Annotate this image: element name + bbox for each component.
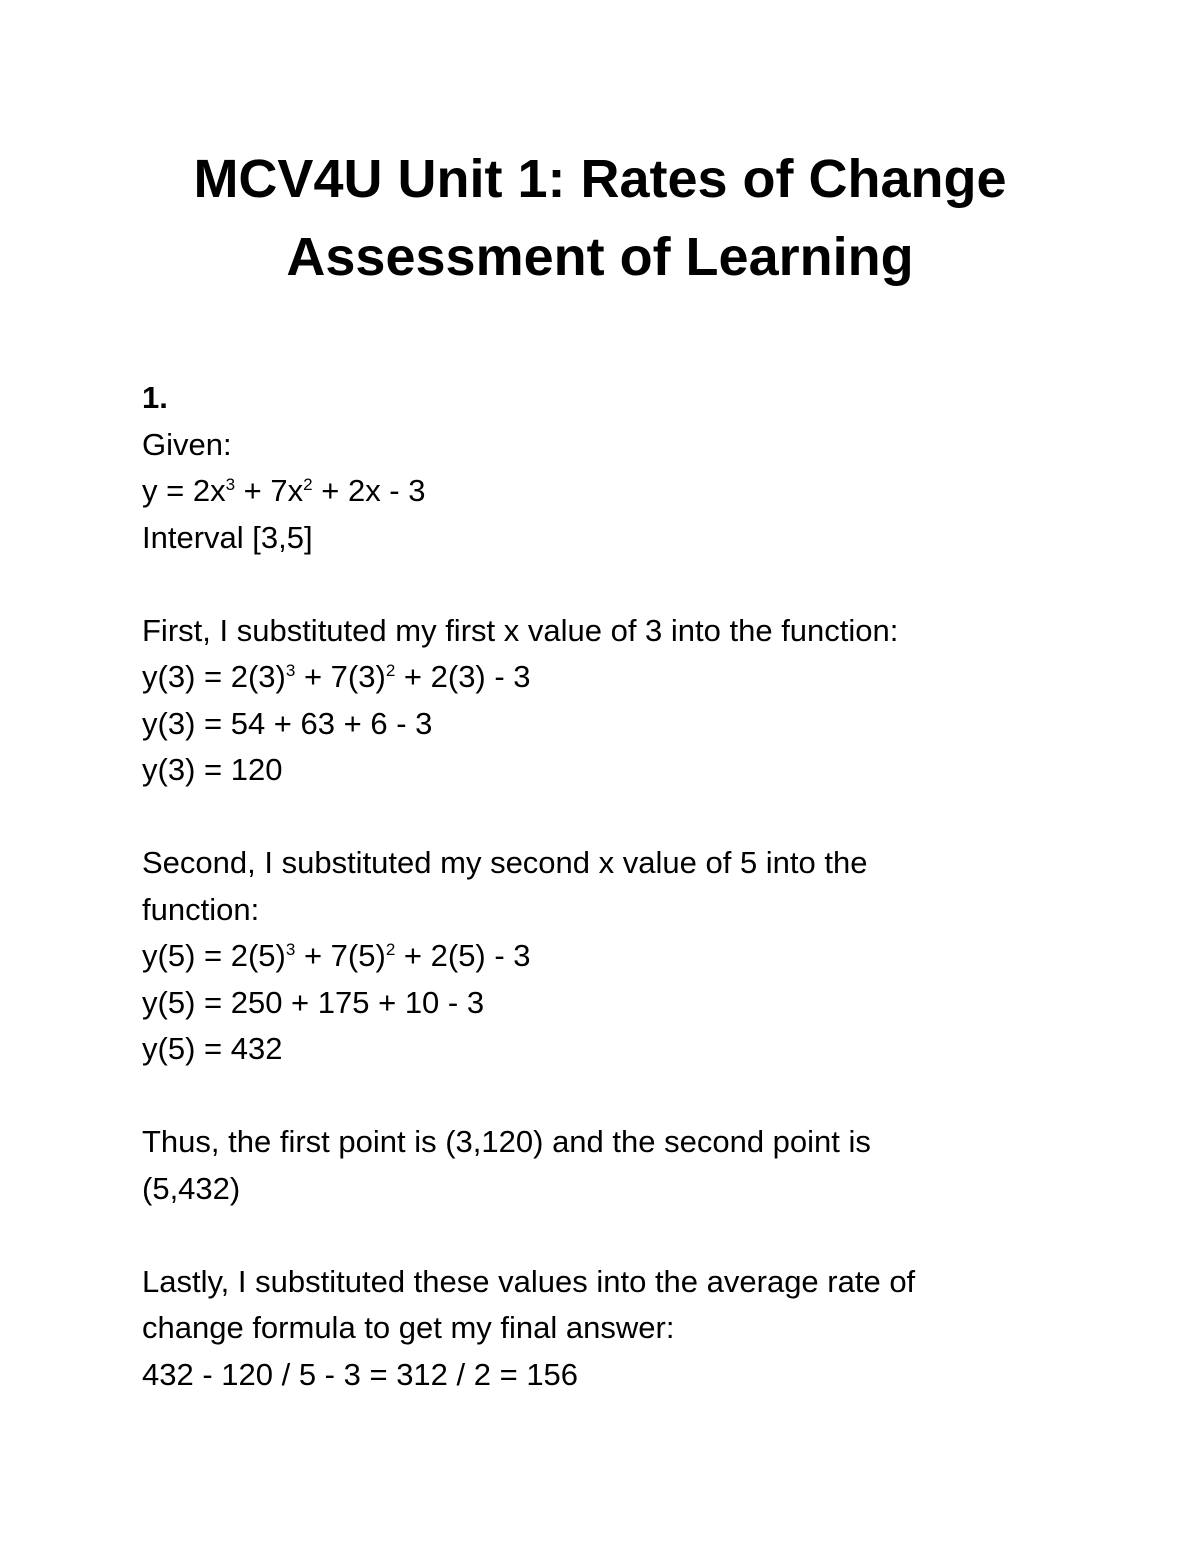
second-substitution-intro-cont: function: — [142, 891, 260, 927]
title-line-2: Assessment of Learning — [286, 227, 914, 287]
exponent: 2 — [385, 660, 396, 680]
final-step-intro: Lastly, I substituted these values into the average rate of — [142, 1263, 916, 1299]
given-label: Given: — [142, 426, 232, 462]
blank-line — [142, 794, 1042, 841]
exponent: 3 — [285, 660, 296, 680]
first-substitution-intro: First, I substituted my first x value of 3 into the function: — [142, 612, 899, 648]
second-substitution-equation: $y(5) = 2(5)^3 + 7(5)^2 + 2(5) - 3$ — [142, 938, 531, 973]
second-result: y(5) = 432 — [142, 1031, 283, 1066]
first-substitution-equation: $y(3) = 2(3)^3 + 7(3)^2 + 2(3) - 3$ — [142, 659, 531, 694]
second-evaluation: y(5) = 250 + 175 + 10 - 3 — [142, 984, 485, 1020]
exponent: 3 — [285, 939, 296, 959]
title-line-1: MCV4U Unit 1: Rates of Change — [193, 149, 1007, 209]
blank-line — [142, 1073, 1042, 1120]
final-answer: 432 - 120 / 5 - 3 = 312 / 2 = 156 — [142, 1356, 579, 1392]
final-step-intro-cont: change formula to get my final answer: — [142, 1310, 675, 1345]
exponent: 2 — [385, 939, 396, 959]
blank-line — [142, 1212, 1042, 1259]
first-result: y(3) = 120 — [142, 752, 283, 787]
points-statement: Thus, the first point is (3,120) and the second point is — [142, 1124, 871, 1159]
question-1-body — [142, 375, 1042, 1398]
points-statement-cont: (5,432) — [142, 1170, 241, 1206]
second-substitution-intro: Second, I substituted my second x value of 5 into the — [142, 845, 868, 880]
function-equation: $y = 2x^3 + 7x^2 + 2x - 3$ — [142, 473, 426, 508]
interval-text: Interval [3,5] — [142, 519, 313, 555]
question-number: 1. — [142, 380, 168, 415]
page-title — [0, 140, 1200, 296]
first-evaluation: y(3) = 54 + 63 + 6 - 3 — [142, 705, 433, 741]
exponent: 3 — [225, 474, 236, 494]
exponent: 2 — [303, 474, 313, 494]
blank-line — [142, 561, 1042, 608]
